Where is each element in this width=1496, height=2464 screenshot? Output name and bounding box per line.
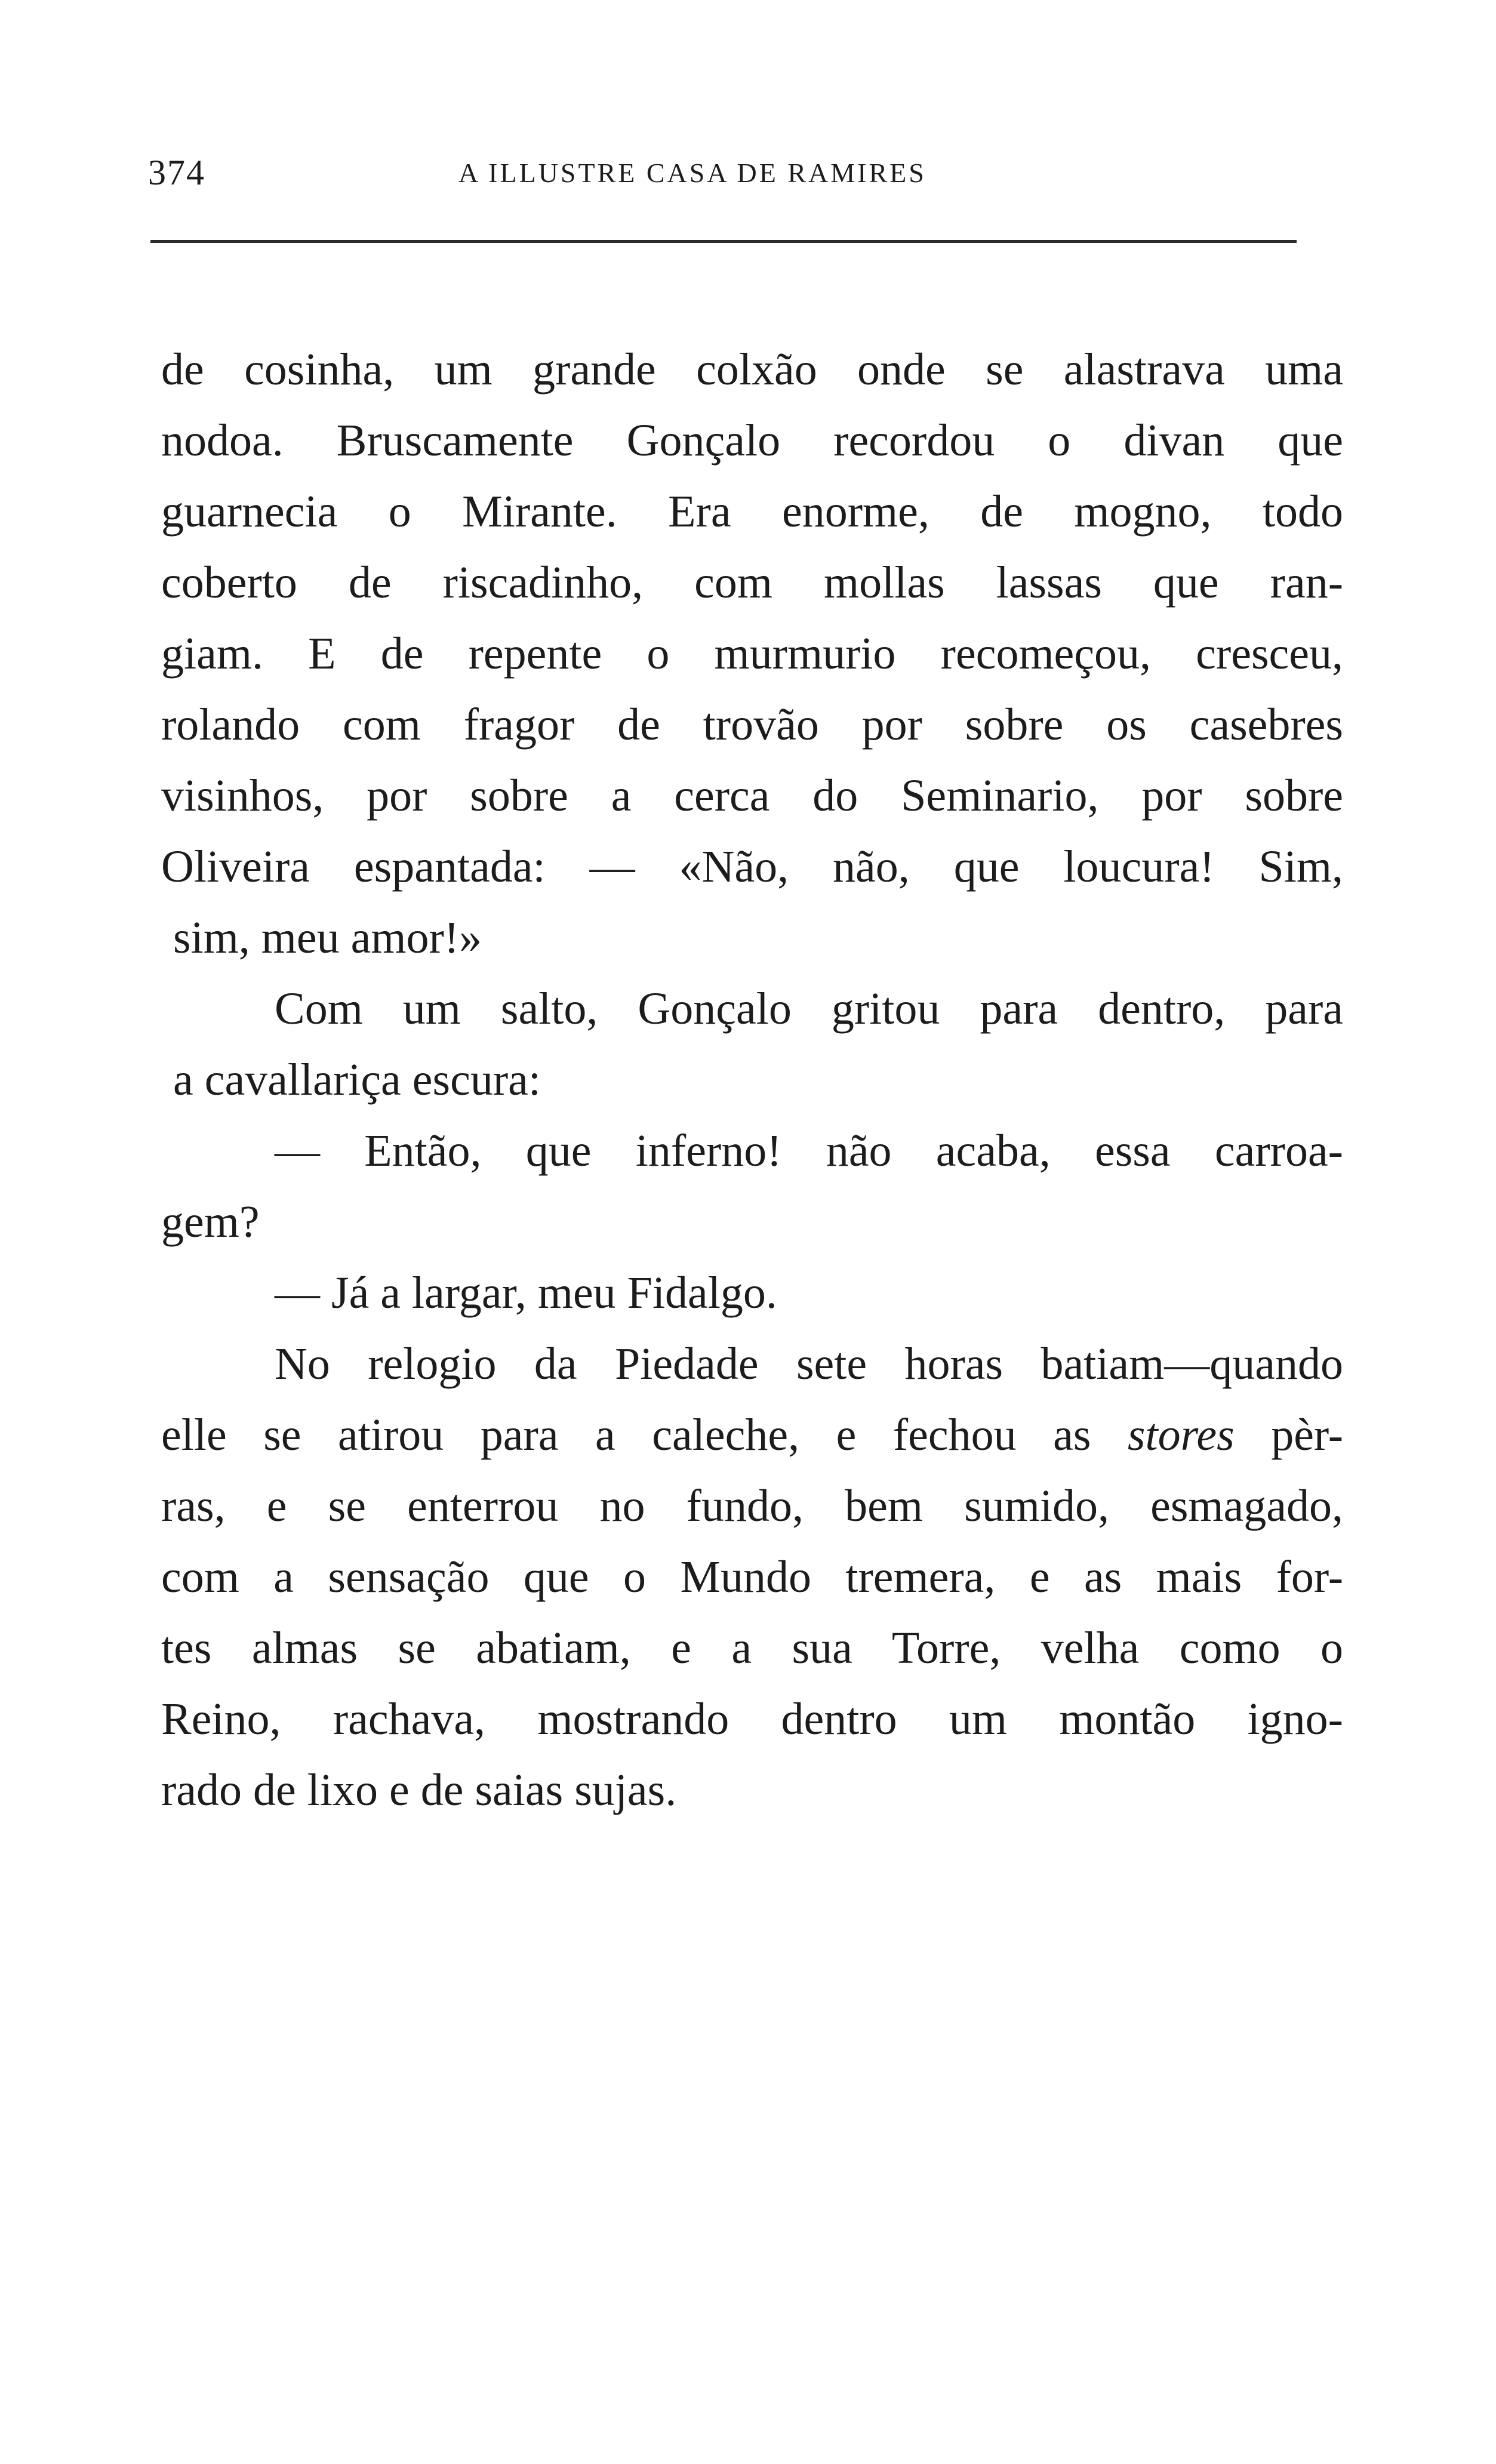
text-line: guarnecia o Mirante. Era enorme, de mogno, todo xyxy=(161,486,1343,537)
text-line: rado de lixo e de saias sujas. xyxy=(161,1765,677,1815)
page-header xyxy=(148,152,1312,200)
text-line: ras, e se enterrou no fundo, bem sumido, esmagado, xyxy=(161,1481,1343,1531)
text-line: — Então, que inferno! não acaba, essa carroa- xyxy=(275,1126,1343,1176)
text-line: visinhos, por sobre a cerca do Seminario, por sobre xyxy=(161,771,1343,821)
text-line: Oliveira espantada: — «Não, não, que loucura! Sim, xyxy=(161,842,1343,892)
header-rule xyxy=(150,240,1297,243)
text-line: giam. E de repente o murmurio recomeçou, cresceu, xyxy=(161,629,1343,679)
text-line: Com um salto, Gonçalo gritou para dentro, para xyxy=(275,984,1343,1034)
text-line: No relogio da Piedade sete horas batiam—quando xyxy=(275,1339,1343,1389)
italic-word: stores xyxy=(1127,1410,1235,1460)
text-segment: elle se atirou para a caleche, e fechou as xyxy=(161,1410,1091,1460)
text-line: gem? xyxy=(161,1197,260,1247)
text-line: coberto de riscadinho, com mollas lassas que ran- xyxy=(161,558,1343,608)
text-line: — Já a largar, meu Fidalgo. xyxy=(275,1268,777,1318)
page-number: 374 xyxy=(148,153,205,192)
text-line: nodoa. Bruscamente Gonçalo recordou o divan que xyxy=(161,415,1343,466)
text-line: a cavallariça escura: xyxy=(173,1055,541,1105)
body-text xyxy=(161,334,1343,1826)
text-line: rolando com fragor de trovão por sobre os casebres xyxy=(161,700,1343,750)
running-title: A ILLUSTRE CASA DE RAMIRES xyxy=(458,158,926,188)
text-line: de cosinha, um grande colxão onde se alastrava uma xyxy=(161,344,1343,395)
text-line xyxy=(161,1400,1343,1471)
text-line: sim, meu amor!» xyxy=(173,913,482,963)
text-segment: pèr- xyxy=(1271,1410,1344,1460)
text-line: tes almas se abatiam, e a sua Torre, velha como o xyxy=(161,1623,1343,1673)
text-line: com a sensação que o Mundo tremera, e as mais for- xyxy=(161,1552,1343,1602)
text-line: Reino, rachava, mostrando dentro um montão igno- xyxy=(161,1694,1343,1744)
